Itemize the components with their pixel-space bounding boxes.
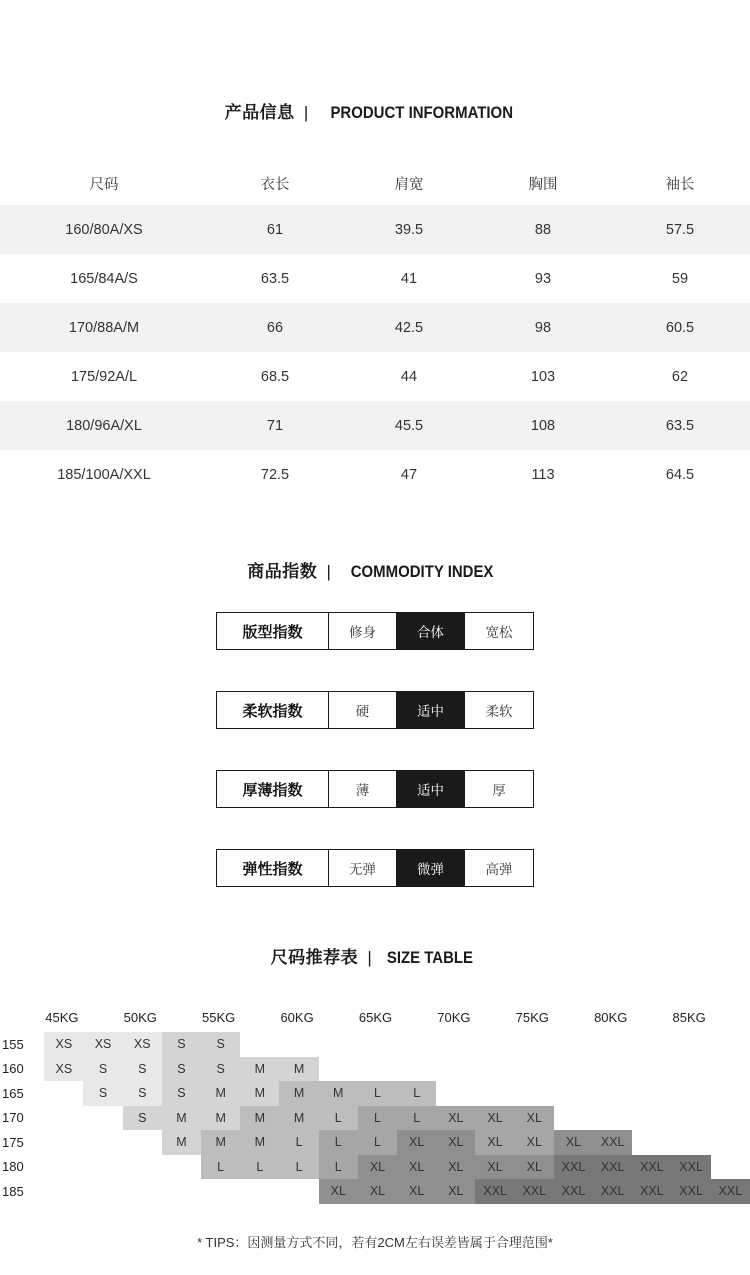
- weight-header: 55KG: [202, 1009, 236, 1025]
- height-header: 180: [2, 1159, 24, 1175]
- index-group-softness: [216, 691, 534, 729]
- table-row: [0, 450, 750, 499]
- size-cell: XL: [475, 1130, 514, 1155]
- size-cell-empty: [593, 1057, 632, 1082]
- cell-sleeve: 62: [671, 368, 689, 385]
- size-cell-empty: [593, 1032, 632, 1057]
- size-cell-empty: [593, 1081, 632, 1106]
- cell-bust: 103: [530, 368, 556, 385]
- index-option[interactable]: 厚: [465, 771, 533, 807]
- height-header: 165: [2, 1085, 24, 1101]
- index-option[interactable]: 柔软: [465, 692, 533, 728]
- grid-corner: [0, 1002, 44, 1032]
- index-option[interactable]: 无弹: [329, 850, 397, 886]
- size-cell-empty: [632, 1081, 671, 1106]
- size-grid-row: [0, 1179, 750, 1204]
- index-option[interactable]: 薄: [329, 771, 397, 807]
- section-title-cn: 产品信息: [224, 103, 295, 122]
- size-cell: M: [240, 1057, 279, 1082]
- size-cell: L: [319, 1155, 358, 1180]
- size-cell: XXL: [554, 1155, 593, 1180]
- weight-header: 65KG: [358, 1009, 393, 1025]
- cell-sleeve: 59: [671, 270, 689, 287]
- cell-length: 61: [266, 221, 284, 238]
- size-cell: S: [83, 1081, 122, 1106]
- size-cell: XL: [397, 1130, 436, 1155]
- height-header: 170: [2, 1110, 24, 1126]
- column-header-sleeve: 袖长: [665, 176, 695, 193]
- size-cell-empty: [123, 1155, 162, 1180]
- size-cell-empty: [515, 1081, 554, 1106]
- size-cell-empty: [515, 1057, 554, 1082]
- section-title-en: COMMODITY INDEX: [350, 562, 494, 581]
- cell-bust: 93: [534, 270, 552, 287]
- size-cell-empty: [671, 1032, 710, 1057]
- size-cell: XL: [436, 1106, 475, 1131]
- size-cell: M: [279, 1057, 318, 1082]
- index-option[interactable]: 高弹: [465, 850, 533, 886]
- index-label: 厚薄指数: [217, 771, 329, 807]
- size-cell-empty: [123, 1130, 162, 1155]
- size-cell-empty: [358, 1032, 397, 1057]
- size-recommendation-table: [0, 1002, 750, 1204]
- size-cell: M: [162, 1130, 201, 1155]
- cell-length: 72.5: [260, 466, 290, 483]
- size-cell: XL: [475, 1106, 514, 1131]
- size-cell-empty: [711, 1106, 750, 1131]
- size-cell: M: [201, 1081, 240, 1106]
- weight-header: 50KG: [123, 1009, 157, 1025]
- index-label: 柔软指数: [217, 692, 329, 728]
- weight-header-row: [0, 1002, 750, 1032]
- size-cell: S: [201, 1032, 240, 1057]
- cell-size: 165/84A/S: [70, 270, 138, 287]
- cell-length: 68.5: [260, 368, 290, 385]
- size-cell-empty: [593, 1106, 632, 1131]
- cell-size: 170/88A/M: [68, 319, 140, 336]
- size-cell: XL: [436, 1179, 475, 1204]
- size-cell-empty: [83, 1106, 122, 1131]
- size-cell: XL: [436, 1155, 475, 1180]
- size-cell: S: [123, 1081, 162, 1106]
- size-cell: XL: [358, 1179, 397, 1204]
- index-group-fit: [216, 612, 534, 650]
- size-cell-empty: [671, 1081, 710, 1106]
- index-label: 弹性指数: [217, 850, 329, 886]
- size-cell-empty: [201, 1179, 240, 1204]
- size-grid-row: [0, 1057, 750, 1082]
- size-cell: XXL: [671, 1179, 710, 1204]
- weight-header: 70KG: [437, 1009, 471, 1025]
- size-cell: XL: [397, 1179, 436, 1204]
- size-cell: L: [319, 1106, 358, 1131]
- size-cell: S: [123, 1057, 162, 1082]
- column-header-length: 衣长: [260, 176, 290, 193]
- size-cell: L: [279, 1155, 318, 1180]
- size-cell-empty: [44, 1130, 83, 1155]
- size-cell-empty: [632, 1106, 671, 1131]
- size-cell: XL: [515, 1130, 554, 1155]
- size-cell: L: [397, 1081, 436, 1106]
- size-cell: M: [162, 1106, 201, 1131]
- size-cell-empty: [475, 1057, 514, 1082]
- weight-header: 85KG: [672, 1009, 706, 1025]
- index-option[interactable]: 修身: [329, 613, 397, 649]
- size-cell: L: [358, 1106, 397, 1131]
- section-title-cn: 尺码推荐表: [270, 948, 359, 967]
- section-title-separator: |: [367, 948, 373, 967]
- size-cell-empty: [475, 1081, 514, 1106]
- size-grid-row: [0, 1106, 750, 1131]
- size-cell-empty: [711, 1155, 750, 1180]
- index-option-selected[interactable]: 微弹: [397, 850, 465, 886]
- weight-header: 60KG: [280, 1009, 314, 1025]
- size-cell-empty: [240, 1179, 279, 1204]
- size-cell-empty: [671, 1057, 710, 1082]
- cell-sleeve: 64.5: [665, 466, 695, 483]
- size-cell-empty: [711, 1032, 750, 1057]
- size-cell-empty: [44, 1179, 83, 1204]
- cell-bust: 98: [534, 319, 552, 336]
- section-title-separator: |: [326, 562, 332, 581]
- commodity-index-groups: [0, 612, 750, 887]
- size-cell: XL: [515, 1106, 554, 1131]
- index-option-selected[interactable]: 合体: [397, 613, 465, 649]
- size-cell-empty: [319, 1032, 358, 1057]
- size-cell: XS: [123, 1032, 162, 1057]
- section-title-separator: |: [303, 103, 309, 122]
- size-cell: XL: [475, 1155, 514, 1180]
- cell-shoulder: 41: [400, 270, 418, 287]
- size-cell: L: [358, 1130, 397, 1155]
- size-cell-empty: [436, 1057, 475, 1082]
- size-cell-empty: [44, 1081, 83, 1106]
- size-cell-empty: [436, 1032, 475, 1057]
- cell-sleeve: 63.5: [665, 417, 695, 434]
- size-cell: XS: [44, 1032, 83, 1057]
- size-cell-empty: [436, 1081, 475, 1106]
- size-cell-empty: [123, 1179, 162, 1204]
- size-cell-empty: [711, 1081, 750, 1106]
- size-cell-empty: [632, 1057, 671, 1082]
- cell-size: 180/96A/XL: [66, 417, 142, 434]
- size-cell: S: [123, 1106, 162, 1131]
- size-cell: XL: [554, 1130, 593, 1155]
- table-row: [0, 254, 750, 303]
- index-option-selected[interactable]: 适中: [397, 692, 465, 728]
- size-cell-empty: [632, 1130, 671, 1155]
- size-cell-empty: [554, 1032, 593, 1057]
- index-group-elasticity: [216, 849, 534, 887]
- size-cell: L: [240, 1155, 279, 1180]
- size-grid-row: [0, 1155, 750, 1180]
- column-header-bust: 胸围: [528, 176, 558, 193]
- cell-length: 71: [266, 417, 284, 434]
- height-header: 175: [2, 1134, 24, 1150]
- size-cell-empty: [397, 1057, 436, 1082]
- size-cell: XXL: [593, 1179, 632, 1204]
- size-cell: M: [279, 1081, 318, 1106]
- cell-size: 175/92A/L: [70, 368, 138, 385]
- size-cell: L: [358, 1081, 397, 1106]
- section-title-cn: 商品指数: [247, 562, 318, 581]
- section-title-en: SIZE TABLE: [387, 948, 474, 967]
- size-cell: XS: [44, 1057, 83, 1082]
- size-cell-empty: [44, 1106, 83, 1131]
- size-cell: XL: [436, 1130, 475, 1155]
- index-option[interactable]: 宽松: [465, 613, 533, 649]
- size-cell-empty: [83, 1130, 122, 1155]
- table-row: [0, 352, 750, 401]
- cell-shoulder: 39.5: [394, 221, 424, 238]
- size-cell: M: [240, 1130, 279, 1155]
- size-cell-empty: [554, 1081, 593, 1106]
- size-cell: S: [162, 1032, 201, 1057]
- product-info-table: [0, 161, 750, 499]
- size-grid-row: [0, 1081, 750, 1106]
- size-cell: M: [279, 1106, 318, 1131]
- size-cell: XXL: [554, 1179, 593, 1204]
- size-cell-empty: [240, 1032, 279, 1057]
- size-cell: XL: [515, 1155, 554, 1180]
- size-cell-empty: [475, 1032, 514, 1057]
- size-cell-empty: [554, 1106, 593, 1131]
- size-cell: XXL: [593, 1155, 632, 1180]
- column-header-shoulder: 肩宽: [394, 176, 424, 193]
- cell-size: 160/80A/XS: [65, 221, 143, 238]
- cell-bust: 113: [531, 466, 555, 483]
- table-row: [0, 205, 750, 254]
- size-cell: XL: [397, 1155, 436, 1180]
- size-cell: XXL: [475, 1179, 514, 1204]
- size-cell: XXL: [711, 1179, 750, 1204]
- section-title-size-table: [0, 887, 750, 968]
- weight-header: 45KG: [45, 1009, 79, 1025]
- size-cell-empty: [632, 1032, 671, 1057]
- size-cell-empty: [711, 1057, 750, 1082]
- size-cell-empty: [319, 1057, 358, 1082]
- size-cell: L: [201, 1155, 240, 1180]
- size-cell: M: [201, 1106, 240, 1131]
- height-header: 185: [2, 1183, 24, 1199]
- size-cell-empty: [83, 1179, 122, 1204]
- size-cell-empty: [397, 1032, 436, 1057]
- cell-length: 66: [266, 319, 284, 336]
- size-cell-empty: [515, 1032, 554, 1057]
- index-group-thickness: [216, 770, 534, 808]
- weight-header: 75KG: [515, 1009, 549, 1025]
- weight-header: 80KG: [594, 1009, 628, 1025]
- size-cell: XXL: [671, 1155, 710, 1180]
- size-cell: XL: [358, 1155, 397, 1180]
- size-cell-empty: [554, 1057, 593, 1082]
- tips-note: * TIPS：因测量方式不同，若有2CM左右误差皆属于合理范围*: [197, 1234, 553, 1250]
- size-cell-empty: [671, 1106, 710, 1131]
- size-cell: S: [162, 1081, 201, 1106]
- size-grid-row: [0, 1130, 750, 1155]
- size-cell-empty: [83, 1155, 122, 1180]
- cell-length: 63.5: [260, 270, 290, 287]
- size-cell-empty: [162, 1155, 201, 1180]
- size-cell-empty: [279, 1179, 318, 1204]
- table-row: [0, 401, 750, 450]
- cell-sleeve: 60.5: [665, 319, 695, 336]
- size-cell: M: [240, 1081, 279, 1106]
- size-cell: XXL: [632, 1155, 671, 1180]
- section-title-commodity-index: [0, 499, 750, 582]
- size-cell: M: [240, 1106, 279, 1131]
- index-option[interactable]: 硬: [329, 692, 397, 728]
- size-cell-empty: [358, 1057, 397, 1082]
- height-header: 160: [2, 1061, 24, 1077]
- size-cell: S: [83, 1057, 122, 1082]
- size-cell: XXL: [632, 1179, 671, 1204]
- cell-shoulder: 42.5: [394, 319, 424, 336]
- cell-shoulder: 45.5: [394, 417, 424, 434]
- index-label: 版型指数: [217, 613, 329, 649]
- size-cell-empty: [44, 1155, 83, 1180]
- height-header: 155: [2, 1036, 24, 1052]
- size-cell: S: [201, 1057, 240, 1082]
- size-cell: M: [319, 1081, 358, 1106]
- size-cell: M: [201, 1130, 240, 1155]
- table-row: [0, 303, 750, 352]
- size-grid: [0, 1002, 750, 1204]
- size-cell: XXL: [593, 1130, 632, 1155]
- cell-bust: 88: [534, 221, 552, 238]
- size-cell: S: [162, 1057, 201, 1082]
- size-cell: XXL: [515, 1179, 554, 1204]
- section-title-en: PRODUCT INFORMATION: [330, 103, 513, 122]
- size-cell: XS: [83, 1032, 122, 1057]
- size-cell-empty: [279, 1032, 318, 1057]
- size-cell-empty: [162, 1179, 201, 1204]
- size-cell: L: [279, 1130, 318, 1155]
- size-cell-empty: [671, 1130, 710, 1155]
- size-cell-empty: [711, 1130, 750, 1155]
- table-header-row: [0, 161, 750, 205]
- size-cell: L: [319, 1130, 358, 1155]
- column-header-size: 尺码: [89, 176, 119, 193]
- section-title-product-information: [0, 0, 750, 123]
- size-grid-row: [0, 1032, 750, 1057]
- size-cell: L: [397, 1106, 436, 1131]
- size-cell: XL: [319, 1179, 358, 1204]
- cell-size: 185/100A/XXL: [57, 466, 151, 483]
- cell-bust: 108: [530, 417, 556, 434]
- index-option-selected[interactable]: 适中: [397, 771, 465, 807]
- cell-sleeve: 57.5: [665, 221, 695, 238]
- cell-shoulder: 47: [400, 466, 418, 483]
- cell-shoulder: 44: [400, 368, 418, 385]
